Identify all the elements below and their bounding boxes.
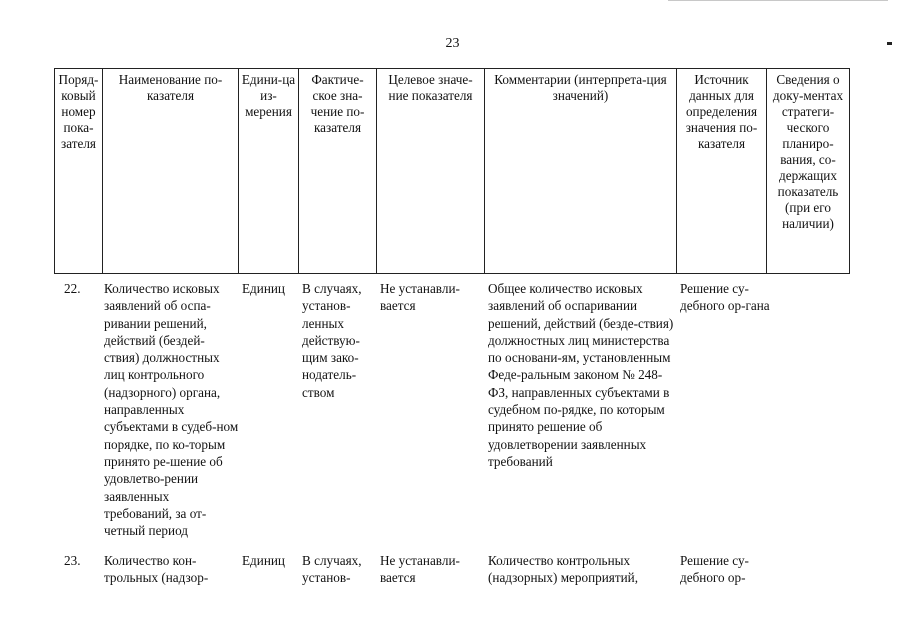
header-comments: Комментарии (интерпрета-ция значений) (485, 69, 677, 274)
header-actual-value: Фактиче-ское зна-чение по-казателя (299, 69, 377, 274)
page-number: 23 (445, 36, 460, 51)
header-unit: Едини-ца из-мерения (239, 69, 299, 274)
header-data-source: Источник данных для определения значения по-казателя (677, 69, 767, 274)
indicator-table-header (54, 68, 850, 274)
row-unit: Единиц (242, 281, 285, 296)
row-actual-value: В случаях, установ- (302, 553, 362, 586)
row-name: Количество исковых заявлений об оспа-ривании решений, действий (бездей-ствия) должностных лиц контрольного (надзорного) органа, направленных субъектами в судеб-ном порядке, по ко-торым принято ре-шение об удовлетво-рении заявленных требований, за от-четный период (104, 281, 239, 539)
row-number: 22. (64, 281, 81, 296)
header-number: Поряд-ковый номер пока-зателя (55, 69, 103, 274)
row-target-value: Не устанавли-вается (380, 281, 460, 314)
scan-artifact-line (668, 0, 888, 1)
header-target-value: Целевое значе-ние показателя (377, 69, 485, 274)
row-source: Решение су-дебного ор-гана (680, 281, 770, 314)
row-number: 23. (64, 553, 81, 568)
header-strategic-documents: Сведения о доку-ментах стратеги-ческого планиро-вания, со-держащих показатель (при его наличии) (767, 69, 850, 274)
row-actual-value: В случаях, установ-ленных действую-щим зако-нодатель-ством (302, 281, 362, 400)
row-comment: Общее количество исковых заявлений об оспаривании решений, действий (безде-ствия) должностных лиц министерства по основани-ям, установленным Феде-ральным законом № 248-ФЗ, направленных субъектами в судебном по-рядке, по которым принято решение об удовлетворении заявленных требований (488, 281, 674, 469)
row-name: Количество кон-трольных (надзор- (104, 553, 209, 586)
row-unit: Единиц (242, 553, 285, 568)
header-name: Наименование по-казателя (103, 69, 239, 274)
row-comment: Количество контрольных (надзорных) мероприятий, (488, 553, 639, 586)
row-source: Решение су-дебного ор- (680, 553, 749, 586)
row-target-value: Не устанавли-вается (380, 553, 460, 586)
